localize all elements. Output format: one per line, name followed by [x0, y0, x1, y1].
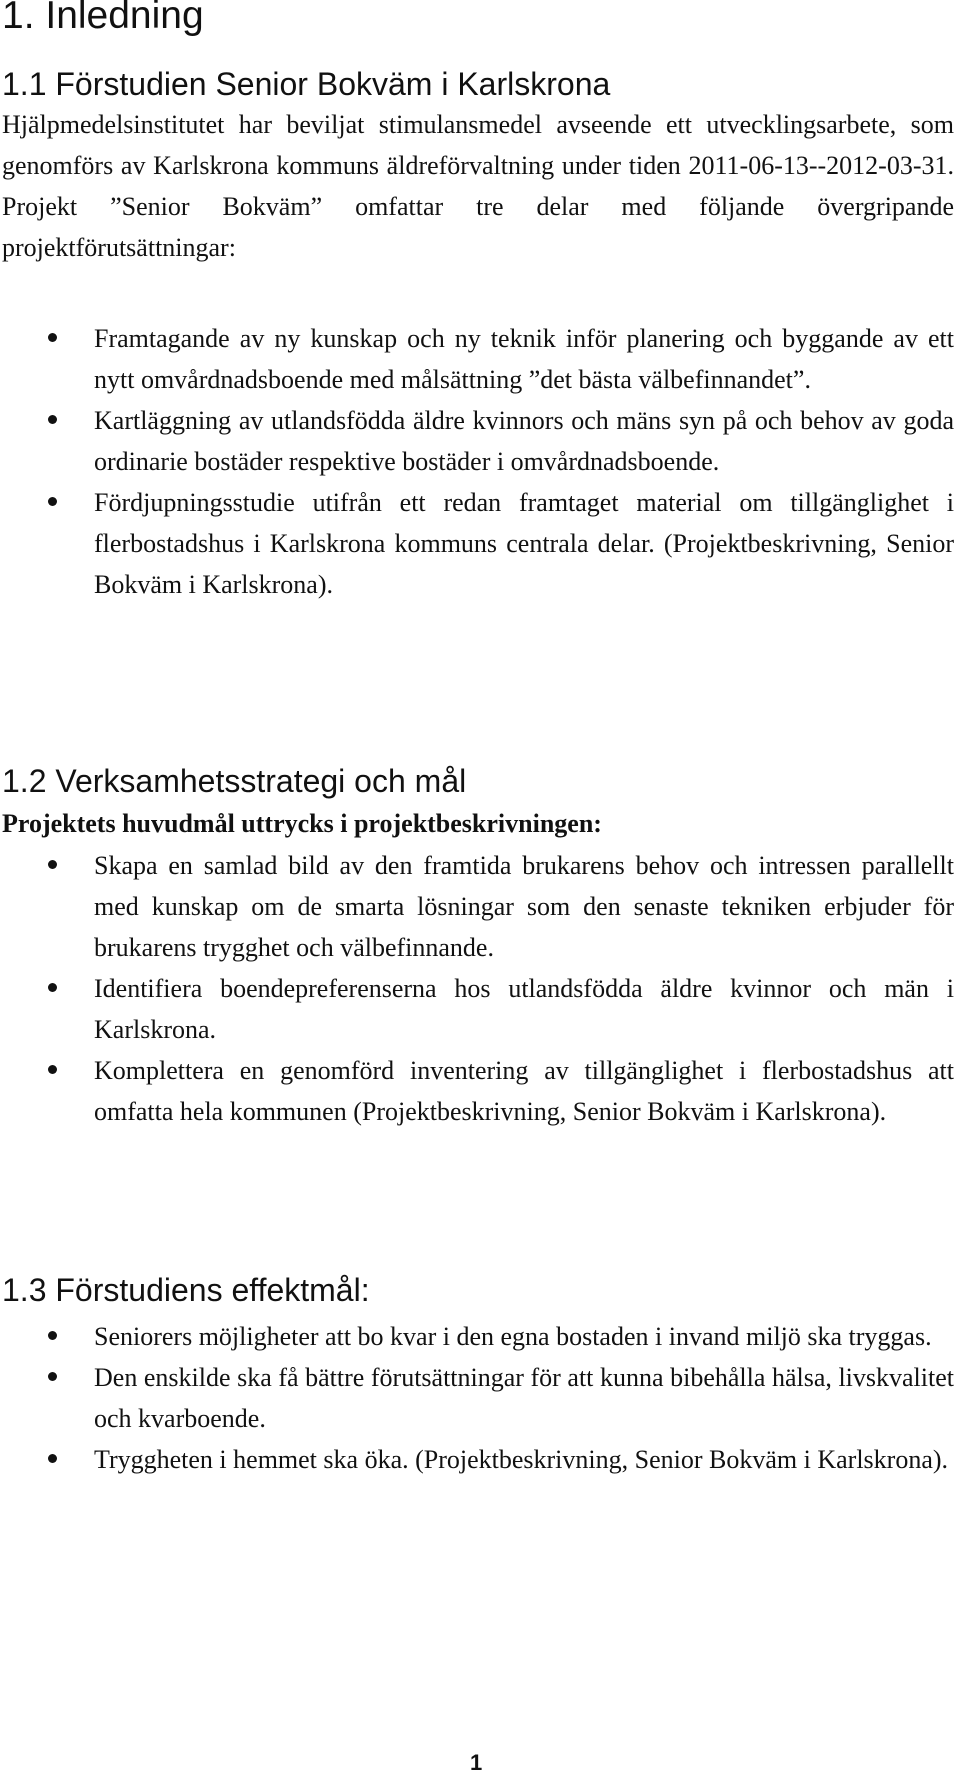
- bullet-icon: [48, 1065, 57, 1074]
- list-item: [0, 845, 954, 968]
- list-item: [0, 400, 954, 482]
- list-item: [0, 1316, 954, 1357]
- section-1-1-heading: 1.1 Förstudien Senior Bokväm i Karlskrona: [2, 66, 611, 102]
- bullet-icon: [48, 415, 57, 424]
- list-item-text: Identifiera boendepreferenserna hos utlandsfödda äldre kvinnor och män i Karlskrona.: [94, 974, 954, 1044]
- list-item: [0, 1050, 954, 1132]
- list-item: [0, 1439, 954, 1480]
- bullet-icon: [48, 983, 57, 992]
- page-number: 1: [470, 1750, 483, 1775]
- list-item: [0, 318, 954, 400]
- bullet-icon: [48, 1331, 57, 1340]
- section-1-3-list: [0, 1316, 954, 1480]
- list-item-text: Den enskilde ska få bättre förutsättningar för att kunna bibehålla hälsa, livskvalitet och kvarboende.: [94, 1363, 954, 1433]
- chapter-title: 1. Inledning: [2, 0, 204, 37]
- list-item-text: Kartläggning av utlandsfödda äldre kvinnors och mäns syn på och behov av goda ordinarie bostäder respektive bostäder i omvårdnadsboende.: [94, 406, 954, 476]
- section-1-2-list: [0, 845, 954, 1132]
- section-1-2-lead: Projektets huvudmål uttrycks i projektbeskrivningen:: [2, 809, 602, 838]
- bullet-icon: [48, 333, 57, 342]
- bullet-icon: [48, 860, 57, 869]
- bullet-icon: [48, 1372, 57, 1381]
- section-1-1-paragraph: Hjälpmedelsinstitutet har beviljat stimulansmedel avseende ett utvecklingsarbete, som genomförs av Karlskrona kommuns äldreförvaltning under tiden 2011-06-13--2012-03-31. Projekt ”Senior Bokväm” omfattar tre delar med följande övergripande projektförutsättningar:: [2, 110, 954, 262]
- bullet-icon: [48, 1454, 57, 1463]
- list-item-text: Skapa en samlad bild av den framtida brukarens behov och intressen parallellt med kunskap om de smarta lösningar som den senaste tekniken erbjuder för brukarens trygghet och välbefinnande.: [94, 851, 954, 962]
- bullet-icon: [48, 497, 57, 506]
- list-item: [0, 968, 954, 1050]
- list-item-text: Tryggheten i hemmet ska öka. (Projektbeskrivning, Senior Bokväm i Karlskrona).: [94, 1445, 949, 1474]
- list-item-text: Framtagande av ny kunskap och ny teknik inför planering och byggande av ett nytt omvårdnadsboende med målsättning ”det bästa välbefinnandet”.: [94, 324, 954, 394]
- list-item-text: Komplettera en genomförd inventering av tillgänglighet i flerbostadshus att omfatta hela kommunen (Projektbeskrivning, Senior Bokväm i Karlskrona).: [94, 1056, 954, 1126]
- list-item: [0, 1357, 954, 1439]
- list-item-text: Fördjupningsstudie utifrån ett redan framtaget material om tillgänglighet i flerbostadshus i Karlskrona kommuns centrala delar. (Projektbeskrivning, Senior Bokväm i Karlskrona).: [94, 488, 954, 599]
- section-1-2-heading: 1.2 Verksamhetsstrategi och mål: [2, 763, 467, 799]
- section-1-3-heading: 1.3 Förstudiens effektmål:: [2, 1272, 370, 1308]
- list-item-text: Seniorers möjligheter att bo kvar i den egna bostaden i invand miljö ska tryggas.: [94, 1322, 932, 1351]
- list-item: [0, 482, 954, 605]
- section-1-1-list: [0, 318, 954, 605]
